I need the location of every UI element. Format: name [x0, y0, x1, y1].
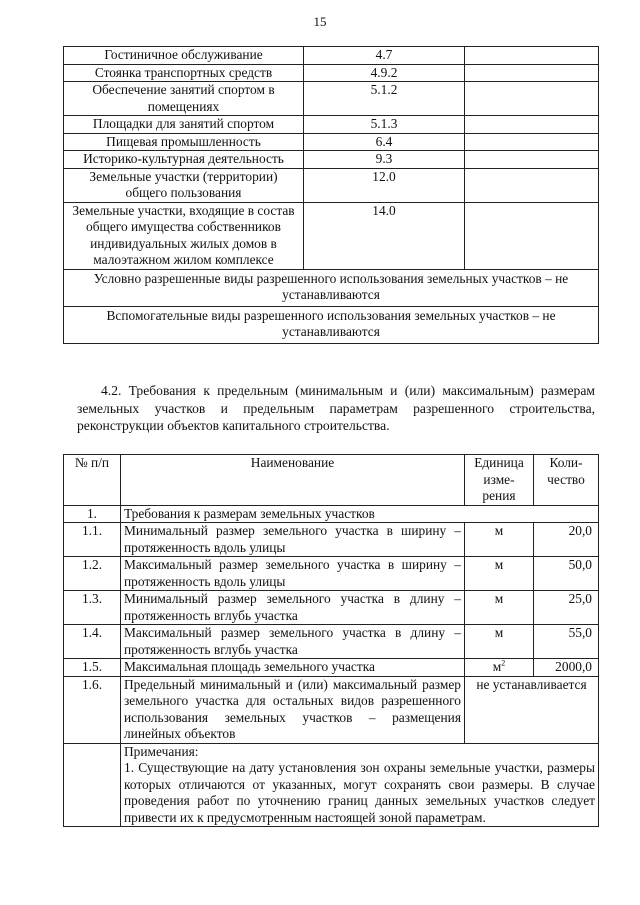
- row-qty: 50,0: [534, 557, 599, 591]
- row-name: Максимальная площадь земельного участка: [121, 659, 465, 677]
- section-title: Требования к размерам земельных участков: [121, 505, 599, 523]
- row-num: 1.6.: [64, 676, 121, 743]
- use-code: 5.1.3: [304, 116, 465, 134]
- row-num: 1.4.: [64, 625, 121, 659]
- row-qty: 25,0: [534, 591, 599, 625]
- table-row: [64, 168, 599, 202]
- page-number: 15: [313, 14, 327, 29]
- use-name: Историко-культурная деятельность: [64, 151, 304, 169]
- table-row: [64, 133, 599, 151]
- table-header-row: [64, 455, 599, 506]
- use-code: 12.0: [304, 168, 465, 202]
- permitted-uses-table: [63, 46, 599, 344]
- row-name: Предельный минимальный и (или) максимальный размер земельного участка для остальных видов разрешенного использования земельных участков – размещения линейных объектов: [121, 676, 465, 743]
- table-row: [64, 47, 599, 65]
- use-code: 14.0: [304, 202, 465, 269]
- notes-cell: [121, 743, 599, 827]
- use-name: Земельные участки, входящие в состав общего имущества собственников индивидуальных жилых домов в малоэтажном жилом комплексе: [64, 202, 304, 269]
- row-qty: 20,0: [534, 523, 599, 557]
- empty-cell: [465, 116, 599, 134]
- table-row: [64, 591, 599, 625]
- row-name: Максимальный размер земельного участка в длину – протяженность вглубь участка: [121, 625, 465, 659]
- empty-cell: [465, 133, 599, 151]
- table-row: [64, 523, 599, 557]
- use-code: 9.3: [304, 151, 465, 169]
- row-num: 1.: [64, 505, 121, 523]
- use-name: Гостиничное обслуживание: [64, 47, 304, 65]
- unit-base: м: [492, 659, 502, 674]
- row-num: 1.5.: [64, 659, 121, 677]
- empty-cell: [465, 151, 599, 169]
- row-name: Минимальный размер земельного участка в ширину – протяженность вдоль улицы: [121, 523, 465, 557]
- row-qty: 55,0: [534, 625, 599, 659]
- table-row: [64, 743, 599, 827]
- row-name: Максимальный размер земельного участка в ширину – протяженность вдоль улицы: [121, 557, 465, 591]
- use-name: Стоянка транспортных средств: [64, 64, 304, 82]
- table-row: [64, 151, 599, 169]
- conditional-uses-note: Условно разрешенные виды разрешенного использования земельных участков – не устанавливаются: [64, 269, 599, 306]
- header-qty: Коли-чество: [534, 455, 599, 506]
- empty-cell: [465, 64, 599, 82]
- table-row: [64, 557, 599, 591]
- empty-cell: [465, 82, 599, 116]
- table-row: [64, 269, 599, 306]
- row-num: 1.2.: [64, 557, 121, 591]
- table-row: [64, 64, 599, 82]
- header-num: № п/п: [64, 455, 121, 506]
- use-name: Пищевая промышленность: [64, 133, 304, 151]
- empty-cell: [465, 202, 599, 269]
- notes-title: Примечания:: [124, 743, 199, 759]
- table-row: [64, 659, 599, 677]
- row-unit: [465, 659, 534, 677]
- empty-cell: [465, 168, 599, 202]
- table-row: [64, 116, 599, 134]
- empty-cell: [465, 47, 599, 65]
- table-row: [64, 505, 599, 523]
- auxiliary-uses-note: Вспомогательные виды разрешенного использования земельных участков – не устанавливаются: [64, 306, 599, 343]
- row-unit: м: [465, 625, 534, 659]
- table-row: [64, 306, 599, 343]
- table-row: [64, 676, 599, 743]
- header-name: Наименование: [121, 455, 465, 506]
- empty-cell: [64, 743, 121, 827]
- row-value: не устанавливается: [465, 676, 599, 743]
- use-name: Земельные участки (территории) общего пользования: [64, 168, 304, 202]
- row-unit: м: [465, 523, 534, 557]
- section-4-2-paragraph: 4.2. Требования к предельным (минимальным и (или) максимальным) размерам земельных участков и предельным параметрам разрешенного строительства, реконструкции объектов капитального строительства.: [77, 383, 595, 433]
- table-row: [64, 625, 599, 659]
- use-code: 4.7: [304, 47, 465, 65]
- row-qty: 2000,0: [534, 659, 599, 677]
- parameters-table: [63, 454, 599, 827]
- row-num: 1.3.: [64, 591, 121, 625]
- row-name: Минимальный размер земельного участка в длину – протяженность вглубь участка: [121, 591, 465, 625]
- row-unit: м: [465, 557, 534, 591]
- header-unit: Единица изме-рения: [465, 455, 534, 506]
- use-code: 5.1.2: [304, 82, 465, 116]
- unit-superscript: 2: [501, 658, 506, 668]
- use-code: 6.4: [304, 133, 465, 151]
- use-name: Обеспечение занятий спортом в помещениях: [64, 82, 304, 116]
- use-name: Площадки для занятий спортом: [64, 116, 304, 134]
- row-num: 1.1.: [64, 523, 121, 557]
- notes-text: 1. Существующие на дату установления зон охраны земельные участки, размеры которых отличаются от указанных, могут сохранять свои размеры. В случае проведения работ по уточнению границ данных земельных участков следует привести их к предусмотренным настоящей зоной параметрам.: [124, 760, 595, 825]
- row-unit: м: [465, 591, 534, 625]
- table-row: [64, 82, 599, 116]
- use-code: 4.9.2: [304, 64, 465, 82]
- table-row: [64, 202, 599, 269]
